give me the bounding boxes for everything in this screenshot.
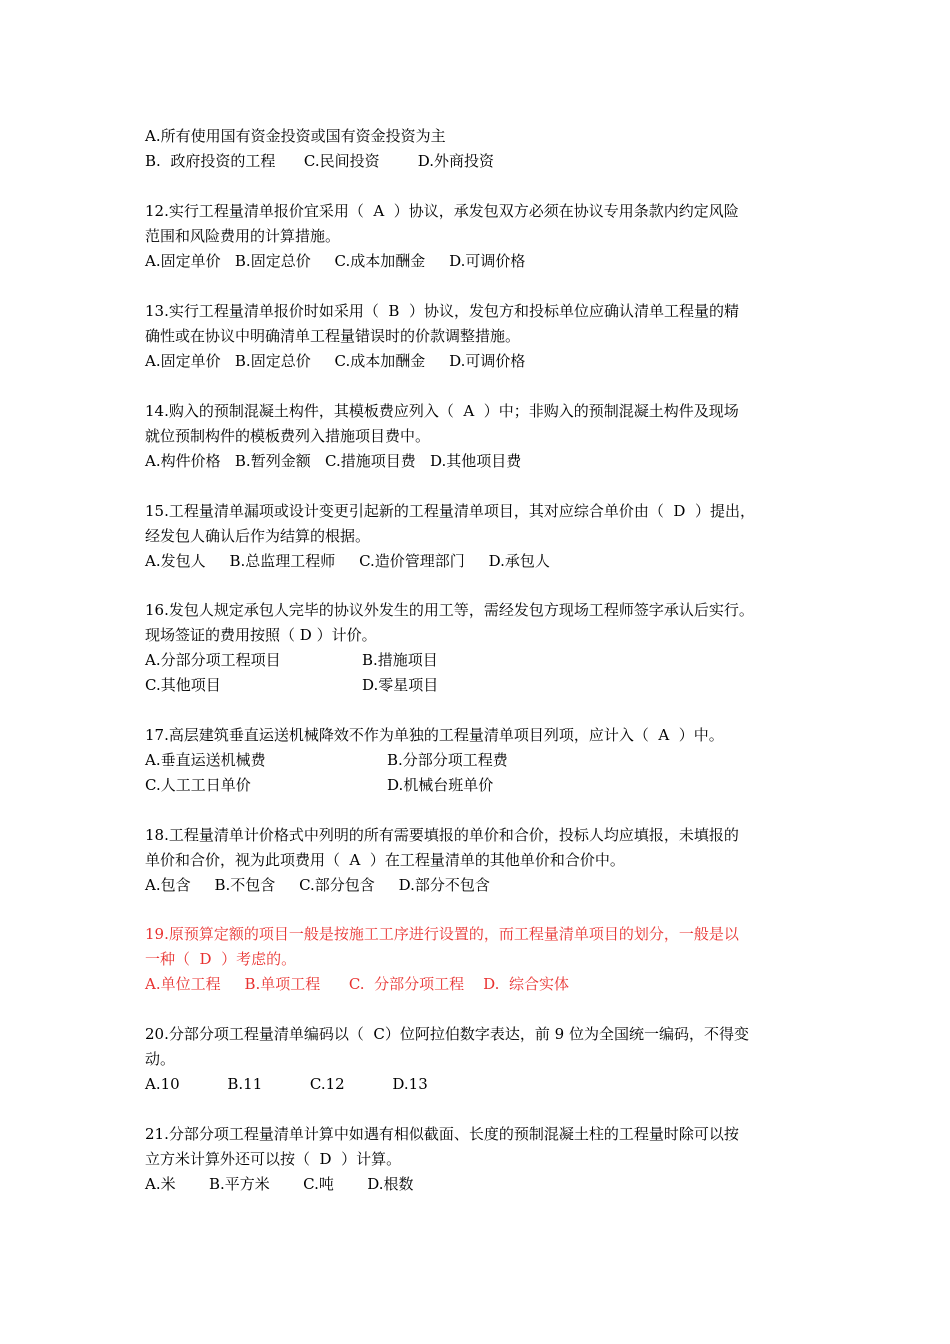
question-14-line-2: 就位预制构件的模板费列入措施项目费中。 xyxy=(145,427,431,445)
question-15-line-1: 15.工程量清单漏项或设计变更引起新的工程量清单项目，其对应综合单价由（ D ）提出， xyxy=(145,502,755,520)
question-19-line-1: 19.原预算定额的项目一般是按施工工序进行设置的，而工程量清单项目的划分，一般是以 xyxy=(145,925,739,943)
question-18-line-1: 18.工程量清单计价格式中列明的所有需要填报的单价和合价，投标人均应填报，未填报的 xyxy=(145,826,739,844)
question-20-line-2: 动。 xyxy=(145,1050,176,1068)
question-13-line-2: 确性或在协议中明确清单工程量错误时的价款调整措施。 xyxy=(145,327,521,345)
question-19-line-2: 一种（ D ）考虑的。 xyxy=(145,950,297,968)
question-20-options: A.10 B.11 C.12 D.13 xyxy=(145,1075,428,1093)
question-17-option-d: D.机械台班单价 xyxy=(387,776,494,794)
question-16-line-2: 现场签证的费用按照（ D ）计价。 xyxy=(145,626,377,644)
question-17-option-b: B.分部分项工程费 xyxy=(387,751,508,769)
question-13-options: A.固定单价 B.固定总价 C.成本加酬金 D.可调价格 xyxy=(145,352,526,370)
question-16-option-d: D.零星项目 xyxy=(362,676,439,694)
question-19-options: A.单位工程 B.单项工程 C. 分部分项工程 D. 综合实体 xyxy=(145,975,569,993)
question-16-line-1: 16.发包人规定承包人完毕的协议外发生的用工等，需经发包方现场工程师签字承认后实行。 xyxy=(145,601,754,619)
question-21-line-1: 21.分部分项工程量清单计算中如遇有相似截面、长度的预制混凝土柱的工程量时除可以按 xyxy=(145,1125,739,1143)
question-16-option-b: B.措施项目 xyxy=(362,651,438,669)
question-18-options: A.包含 B.不包含 C.部分包含 D.部分不包含 xyxy=(145,876,490,894)
option-line: A.所有使用国有资金投资或国有资金投资为主 xyxy=(145,127,446,145)
question-17-line-1: 17.高层建筑垂直运送机械降效不作为单独的工程量清单项目列项，应计入（ A ）中。 xyxy=(145,726,724,744)
question-14-options: A.构件价格 B.暂列金额 C.措施项目费 D.其他项目费 xyxy=(145,452,522,470)
question-13-line-1: 13.实行工程量清单报价时如采用（ B ）协议，发包方和投标单位应确认清单工程量的精 xyxy=(145,302,739,320)
question-12-line-1: 12.实行工程量清单报价宜采用（ A ）协议，承发包双方必须在协议专用条款内约定风险 xyxy=(145,202,739,220)
question-21-line-2: 立方米计算外还可以按（ D ）计算。 xyxy=(145,1150,402,1168)
option-line: B. 政府投资的工程 C.民间投资 D.外商投资 xyxy=(145,152,495,170)
question-16-option-a: A.分部分项工程项目 xyxy=(145,651,281,669)
question-20-line-1: 20.分部分项工程量清单编码以（ C）位阿拉伯数字表达，前 9 位为全国统一编码，不得变 xyxy=(145,1025,749,1043)
question-18-line-2: 单价和合价，视为此项费用（ A ）在工程量清单的其他单价和合价中。 xyxy=(145,851,625,869)
question-15-options: A.发包人 B.总监理工程师 C.造价管理部门 D.承包人 xyxy=(145,552,550,570)
question-17-option-a: A.垂直运送机械费 xyxy=(145,751,266,769)
question-16-option-c: C.其他项目 xyxy=(145,676,221,694)
question-12-line-2: 范围和风险费用的计算措施。 xyxy=(145,227,341,245)
question-12-options: A.固定单价 B.固定总价 C.成本加酬金 D.可调价格 xyxy=(145,252,526,270)
question-14-line-1: 14.购入的预制混凝土构件，其模板费应列入（ A ）中；非购入的预制混凝土构件及现场 xyxy=(145,402,739,420)
question-15-line-2: 经发包人确认后作为结算的根据。 xyxy=(145,527,371,545)
question-17-option-c: C.人工工日单价 xyxy=(145,776,251,794)
question-21-options: A.米 B.平方米 C.吨 D.根数 xyxy=(145,1175,414,1193)
